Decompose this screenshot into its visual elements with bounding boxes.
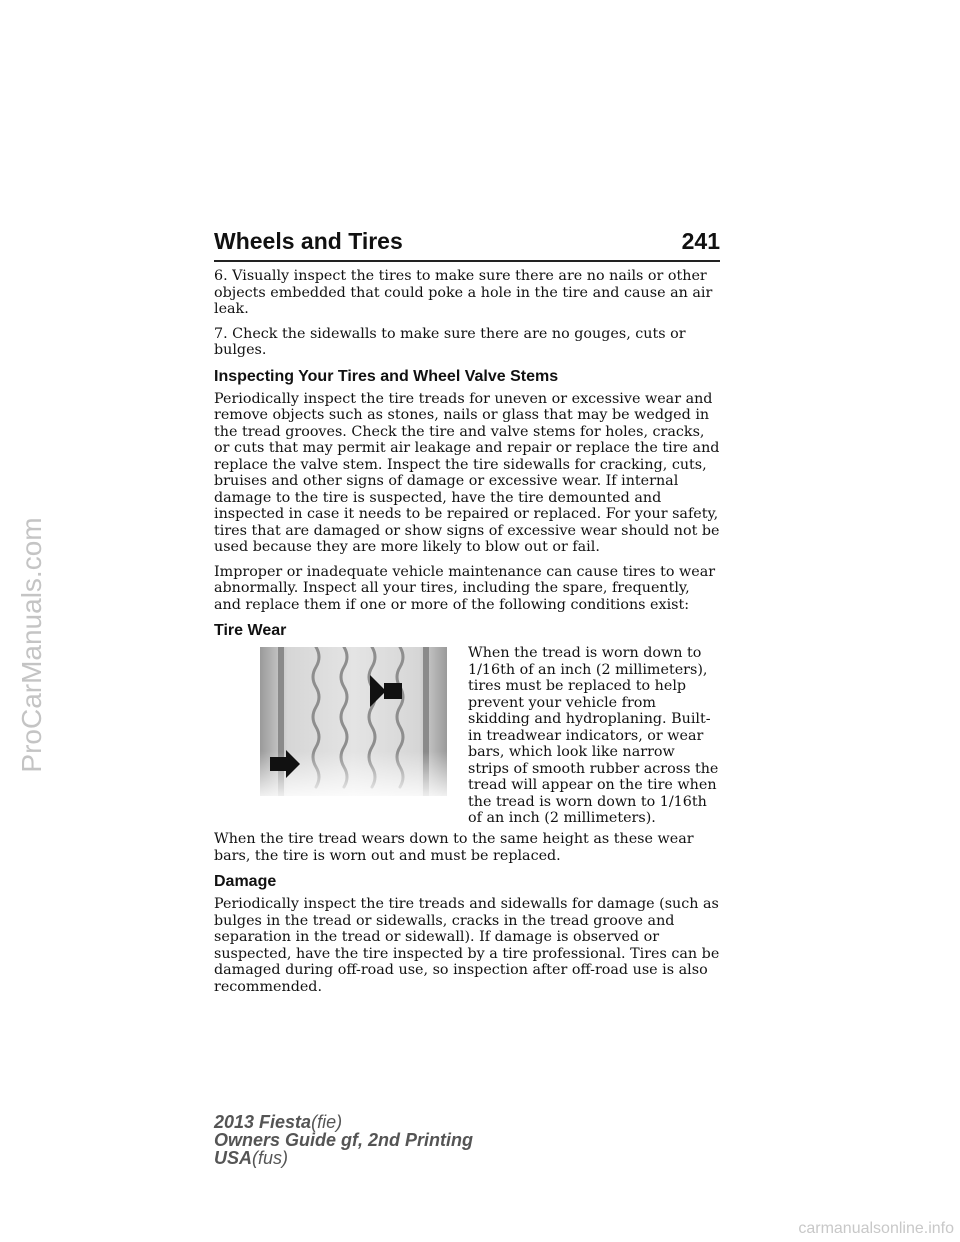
tire-wear-heading: Tire Wear	[214, 622, 287, 639]
damage-paragraph: Periodically inspect the tire treads and sidewalls for damage (such as bulges in the tread or sidewalls, cracks in the tread groove and separation in the tread or sidewall). If damage is observed or suspected, have the tire inspected by a tire professional. Tires can be damaged during off-road use, so inspection after off-road use is also recommended.	[214, 896, 720, 995]
tire-wear-side-text: When the tread is worn down to 1/16th of an inch (2 millimeters), tires must be replaced to help prevent your vehicle from skidding and hydroplaning. Built-in treadwear indicators, or wear bars, which look like narrow strips of smooth rubber across the tread will appear on the tire when the tread is worn down to 1/16th of an inch (2 millimeters).	[468, 645, 719, 826]
step-7-paragraph: 7. Check the sidewalls to make sure there are no gouges, cuts or bulges.	[214, 325, 686, 358]
footer-line-model: 2013 Fiesta(fie)	[214, 1112, 343, 1132]
footer-line-guide: Owners Guide gf, 2nd Printing	[214, 1130, 474, 1150]
section-title: Wheels and Tires	[214, 228, 403, 254]
side-watermark-text: ProCarManuals.com	[16, 517, 47, 773]
inspecting-paragraph: Periodically inspect the tire treads for uneven or excessive wear and remove objects such as stones, nails or glass that may be wedged in the tread grooves. Check the tire and valve stems for holes, cracks, or cuts that may permit air leakage and repair or replace the tire and replace the valve stem. Inspect the tire sidewalls for cracking, cuts, bruises and other signs of damage or excessive wear. If internal damage to the tire is suspected, have the tire demounted and inspected in case it needs to be repaired or replaced. For your safety, tires that are damaged or show signs of excessive wear should not be used because they are more likely to blow out or fail.	[214, 390, 720, 555]
site-watermark: carmanualsonline.info	[798, 1220, 954, 1237]
step-6-paragraph: 6. Visually inspect the tires to make sure there are no nails or other objects embedded that could poke a hole in the tire and cause an air leak.	[214, 268, 713, 317]
page-header	[214, 226, 720, 262]
tire-tread-illustration	[260, 647, 447, 796]
tire-wear-after-paragraph: When the tire tread wears down to the same height as these wear bars, the tire is worn out and must be replaced.	[214, 831, 694, 864]
page-body	[214, 268, 720, 1003]
inspecting-heading: Inspecting Your Tires and Wheel Valve Stems	[214, 367, 559, 385]
damage-heading: Damage	[214, 873, 277, 890]
maintenance-paragraph: Improper or inadequate vehicle maintenance can cause tires to wear abnormally. Inspect all your tires, including the spare, frequently, and replace them if one or more of the following conditions exist:	[214, 563, 716, 613]
document-footer	[214, 1113, 473, 1167]
tire-wear-block	[214, 645, 720, 826]
footer-line-region: USA(fus)	[214, 1148, 289, 1168]
page-number: 241	[681, 228, 720, 254]
side-watermark	[12, 495, 52, 795]
